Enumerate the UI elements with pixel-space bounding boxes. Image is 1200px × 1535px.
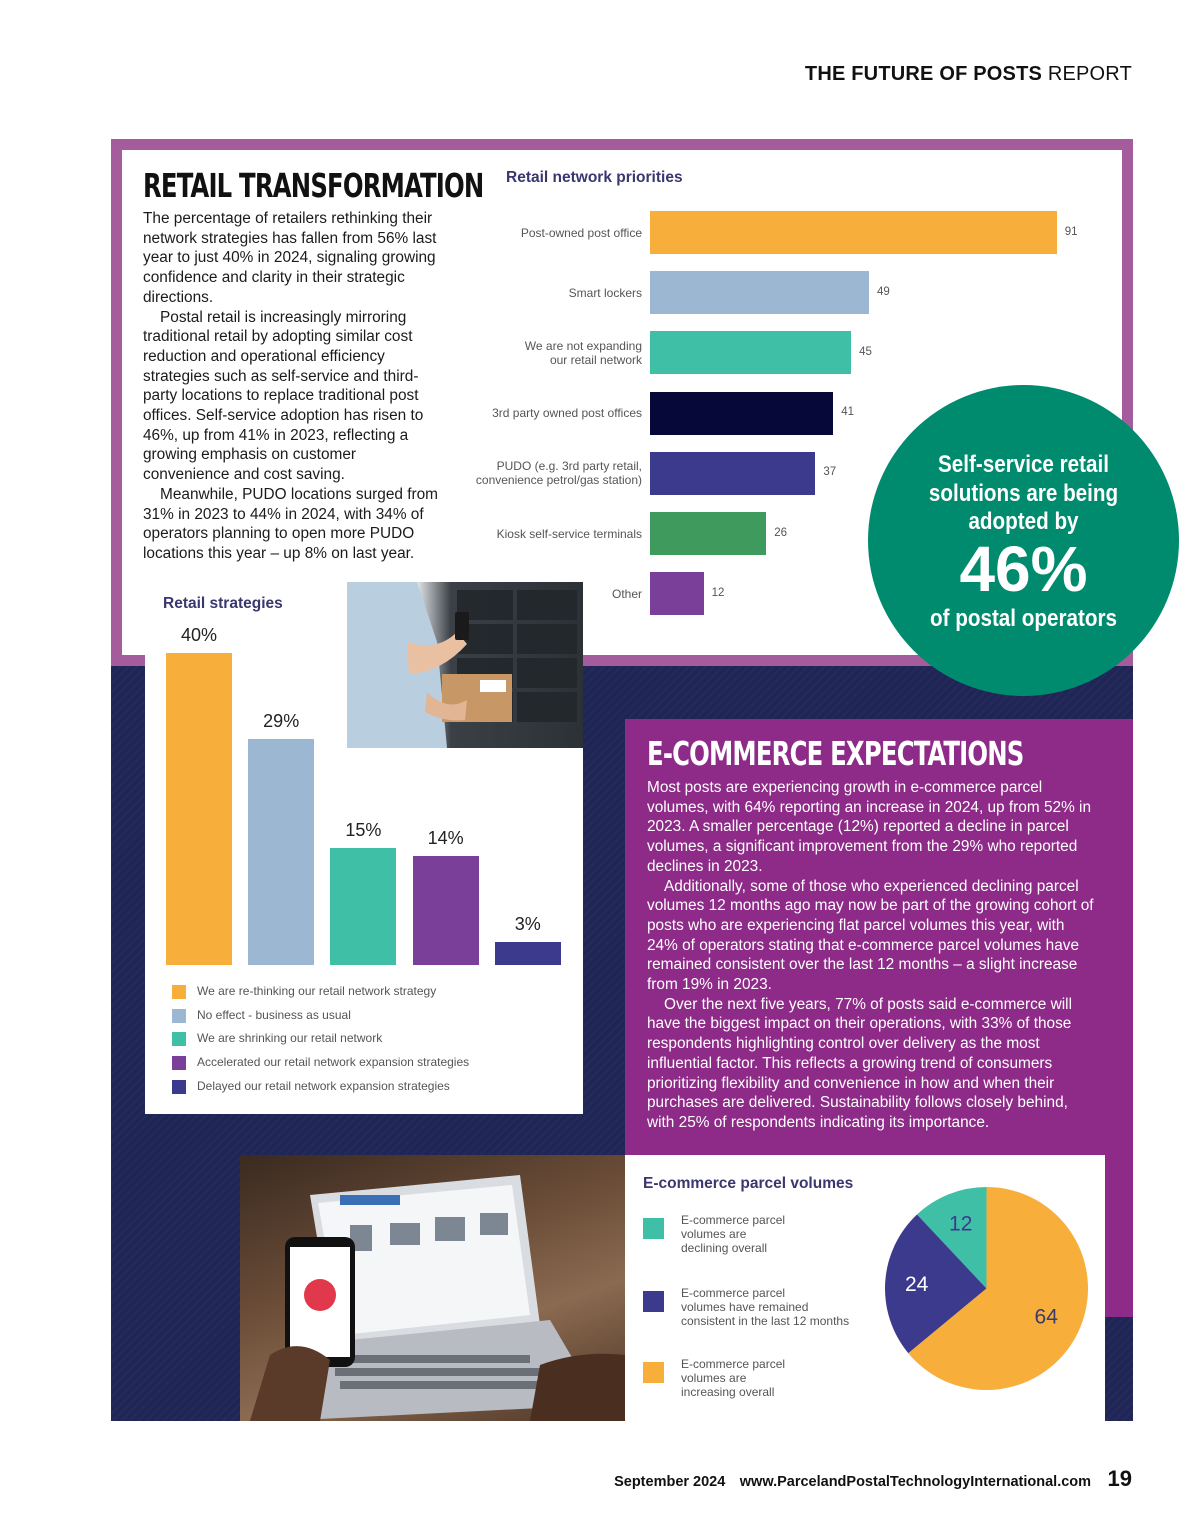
- report-header-bold: THE FUTURE OF POSTS: [804, 63, 1043, 85]
- network-bar-label: [525, 339, 642, 367]
- pie-legend-label-line: consistent in the last 12 months: [681, 1314, 850, 1328]
- network-chart-title: Retail network priorities: [506, 169, 683, 186]
- strategy-bar-value: 14%: [427, 827, 464, 848]
- retail-paragraph: Meanwhile, PUDO locations surged from 31% in 2023 to 44% in 2024, with 34% of operators planning to open more PUDO locations this year – up 8% on last year.: [143, 485, 439, 562]
- pie-legend-label-line: E-commerce parcel: [681, 1286, 786, 1300]
- network-bar-label: [497, 527, 642, 541]
- pie-legend-label-line: E-commerce parcel: [681, 1213, 786, 1227]
- network-bar: [650, 452, 815, 495]
- network-bar-value: 91: [1064, 225, 1078, 238]
- strategy-legend-swatch: [172, 1032, 186, 1046]
- strategy-legend-swatch: [172, 1056, 186, 1070]
- pie-legend-label: [681, 1213, 785, 1255]
- callout-bottom-text: of postal operators: [930, 605, 1117, 632]
- network-bar: [650, 271, 869, 314]
- ecommerce-paragraph: Most posts are experiencing growth in e-commerce parcel volumes, with 64% reporting an increase in 2024, up from 52% in 2023. A smaller percentage (12%) reported a decline in parcel volumes, a significant improvement from the 29% who reported declines in 2023.: [647, 779, 1092, 875]
- strategy-legend-swatch: [172, 1009, 186, 1023]
- footer-date: September 2024: [614, 1474, 726, 1490]
- footer-url[interactable]: www.ParcelandPostalTechnologyInternational.com: [739, 1474, 1092, 1490]
- parcel-volumes-pie: [885, 1187, 1088, 1390]
- network-bar: [650, 572, 704, 615]
- strategy-bar: [330, 848, 396, 965]
- network-bar: [650, 211, 1057, 254]
- strategy-bar-value: 3%: [514, 913, 541, 934]
- strategy-legend-swatch: [172, 1080, 186, 1094]
- strategy-legend-label: Accelerated our retail network expansion strategies: [197, 1055, 470, 1070]
- pie-slice-label: 64: [1034, 1305, 1058, 1329]
- report-header: [805, 63, 1132, 86]
- pie-legend-label: [681, 1286, 849, 1328]
- ecommerce-paragraph: Additionally, some of those who experienced declining parcel volumes 12 months ago may now be part of the growing cohort of posts who are experiencing flat parcel volumes this year, with 24% of operators stating that e-commerce parcel volumes have remained consistent over the last 12 months – a slight increase from 19% in 2023.: [647, 877, 1094, 994]
- network-bar-label-line: PUDO (e.g. 3rd party retail,: [496, 459, 642, 474]
- strategy-legend-label: We are shrinking our retail network: [197, 1031, 383, 1046]
- page-number: 19: [1107, 1466, 1132, 1491]
- strategy-legend-swatch: [172, 985, 186, 999]
- ecommerce-title: E-COMMERCE EXPECTATIONS: [647, 734, 1024, 773]
- pie-chart-title: E-commerce parcel volumes: [643, 1175, 854, 1192]
- network-bar-label-line: convenience petrol/gas station): [475, 473, 642, 488]
- network-bar: [650, 392, 833, 435]
- ecommerce-paragraph: Over the next five years, 77% of posts said e-commerce will have the biggest impact on their operations, with 33% of those respondents highlighting control over delivery as the most influential factor. This reflects a growing trend of consumers prioritizing flexibility and convenience in how and when their purchases are delivered. Sustainability follows closely behind, with 25% of respondents indicating its importance.: [647, 995, 1073, 1131]
- network-bar-label: [521, 226, 642, 240]
- retail-title: RETAIL TRANSFORMATION: [143, 166, 484, 205]
- network-bar-value: 37: [823, 466, 837, 479]
- pie-legend-label-line: E-commerce parcel: [681, 1357, 786, 1371]
- network-bar-label-line: our retail network: [549, 352, 642, 367]
- network-bar-label: [492, 406, 642, 420]
- network-bar-value: 26: [774, 526, 788, 539]
- network-bar: [650, 512, 766, 555]
- magenta-strip: [1105, 1155, 1133, 1317]
- network-bar-label-line: Other: [611, 586, 642, 601]
- network-bar-value: 49: [877, 285, 890, 298]
- pie-legend-label-line: volumes are: [681, 1371, 747, 1385]
- network-bar-label: [612, 587, 642, 601]
- strategies-chart-title: Retail strategies: [163, 595, 283, 612]
- callout-percentage: 46%: [959, 533, 1088, 605]
- network-bar-value: 12: [711, 586, 725, 599]
- laptop-photo: [240, 1155, 625, 1421]
- pie-legend-label: [681, 1357, 785, 1399]
- footer: [614, 1466, 1132, 1492]
- network-bar-label: [476, 459, 642, 487]
- pie-legend-swatch: [643, 1291, 664, 1312]
- pie-legend-label-line: volumes have remained: [681, 1300, 809, 1314]
- retail-paragraph: The percentage of retailers rethinking their network strategies has fallen from 56% last year to just 40% in 2024, signaling growing confidence and clarity in their strategic directions.: [143, 210, 437, 306]
- pie-legend-swatch: [643, 1362, 664, 1383]
- network-bar-label-line: Post-owned post office: [520, 225, 642, 240]
- locker-photo-illustration: [347, 582, 583, 748]
- pie-legend-label-line: volumes are: [681, 1227, 747, 1241]
- pie-legend-swatch: [643, 1218, 664, 1239]
- callout-top-text: Self-service retail solutions are being adopted by: [928, 451, 1119, 535]
- strategy-legend-label: We are re-thinking our retail network strategy: [197, 984, 437, 998]
- pie-slice-label: 12: [949, 1212, 973, 1236]
- network-bar-label-line: Kiosk self-service terminals: [496, 526, 642, 541]
- strategy-legend-label: No effect - business as usual: [197, 1007, 351, 1022]
- report-header-light: REPORT: [1047, 63, 1132, 85]
- network-bar-label-line: We are not expanding: [524, 338, 642, 353]
- retail-body: [143, 209, 443, 564]
- pie-slice-label: 24: [904, 1273, 929, 1297]
- pie-legend-label-line: increasing overall: [681, 1385, 775, 1399]
- network-bar-label: [569, 286, 642, 300]
- strategy-bar: [413, 856, 479, 965]
- laptop-photo-illustration: [240, 1155, 625, 1421]
- retail-paragraph: Postal retail is increasingly mirroring traditional retail by adopting similar cost reduction and operational efficiency strategies such as self-service and third-party locations to replace traditional post offices. Self-service adoption has risen to 46%, up from 41% in 2023, reflecting a growing emphasis on customer convenience and cost saving.: [143, 308, 424, 484]
- strategy-legend-label: Delayed our retail network expansion strategies: [197, 1078, 450, 1093]
- strategy-bar: [248, 739, 314, 965]
- network-bar: [650, 331, 851, 374]
- strategy-bar-value: 40%: [180, 625, 218, 645]
- network-bar-value: 45: [859, 345, 872, 358]
- pie-legend-label-line: declining overall: [681, 1241, 768, 1255]
- ecommerce-body: [647, 778, 1095, 1133]
- locker-photo: [347, 582, 583, 748]
- strategy-bar-value: 29%: [263, 710, 300, 731]
- network-bar-value: 41: [841, 406, 855, 419]
- network-bar-label-line: 3rd party owned post offices: [492, 406, 642, 421]
- strategy-bar: [166, 653, 232, 965]
- strategy-bar: [495, 942, 561, 965]
- strategy-bar-value: 15%: [345, 820, 382, 840]
- network-bar-label-line: Smart lockers: [568, 285, 642, 300]
- self-service-callout: [868, 385, 1179, 696]
